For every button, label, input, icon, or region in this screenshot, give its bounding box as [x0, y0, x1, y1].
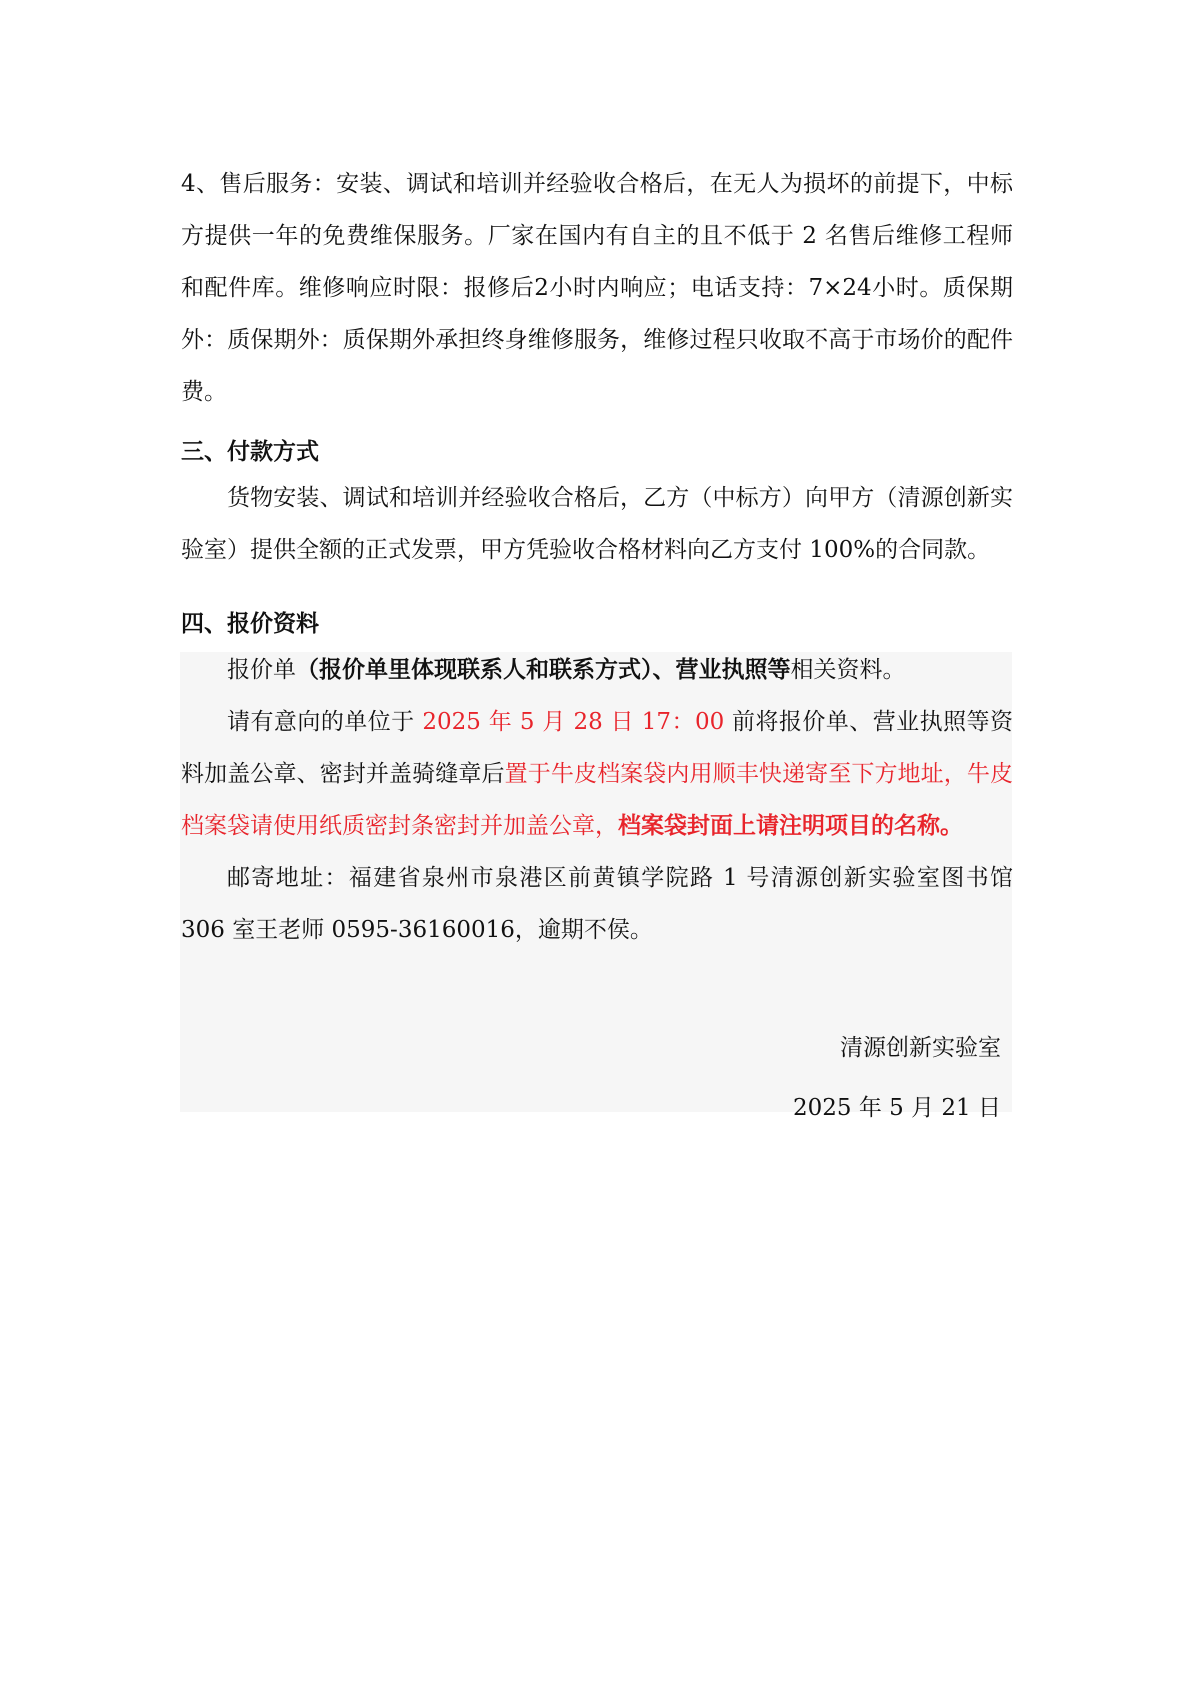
signature-block: [793, 1018, 1001, 1138]
quote-p1-text-a: 报价单: [227, 657, 296, 683]
payment-heading: 三、付款方式: [181, 439, 319, 465]
signature-date: 2025 年 5 月 21 日: [793, 1095, 1001, 1121]
quote-deadline: 2025 年 5 月 28 日 17：00: [422, 709, 725, 735]
quote-paragraph-2: [181, 696, 1013, 852]
quote-p2-red-text: 置于牛皮档案袋内用顺丰快递寄至下方地址，牛皮档案袋请使用纸质密封条密封并加盖公章，: [181, 761, 1014, 839]
after-sales-service-paragraph: 4、售后服务：安装、调试和培训并经验收合格后，在无人为损坏的前提下，中标方提供一年的免费维保服务。厂家在国内有自主的且不低于 2 名售后维修工程师和配件库。维修响应时限：报修后2小时内响应；电话支持：7×24小时。质保期外：质保期外：质保期外承担终身维修服务，维修过程只收取不高于市场价的配件费。: [181, 171, 1013, 405]
quote-p2-text-b: 前将报价单、营业执照等资料加盖公章、密封并盖骑缝章后: [181, 709, 1013, 787]
mailing-address-paragraph: 邮寄地址：福建省泉州市泉港区前黄镇学院路 1 号清源创新实验室图书馆 306 室王老师 0595-36160016，逾期不侯。: [181, 865, 1013, 943]
quote-p2-red-bold-text: 档案袋封面上请注明项目的名称。: [618, 812, 963, 839]
signature-org: 清源创新实验室: [840, 1035, 1001, 1061]
quote-p1-bold: （报价单里体现联系人和联系方式）、营业执照等: [296, 656, 791, 683]
document-body: [181, 158, 1013, 956]
quote-p2-text-a: 请有意向的单位于: [227, 709, 423, 735]
quote-paragraph-1: [181, 644, 1013, 696]
payment-paragraph: 货物安装、调试和培训并经验收合格后，乙方（中标方）向甲方（清源创新实验室）提供全额的正式发票，甲方凭验收合格材料向乙方支付 100%的合同款。: [181, 485, 1013, 563]
quote-heading: 四、报价资料: [181, 611, 319, 637]
quote-p1-text-c: 相关资料。: [790, 657, 906, 683]
